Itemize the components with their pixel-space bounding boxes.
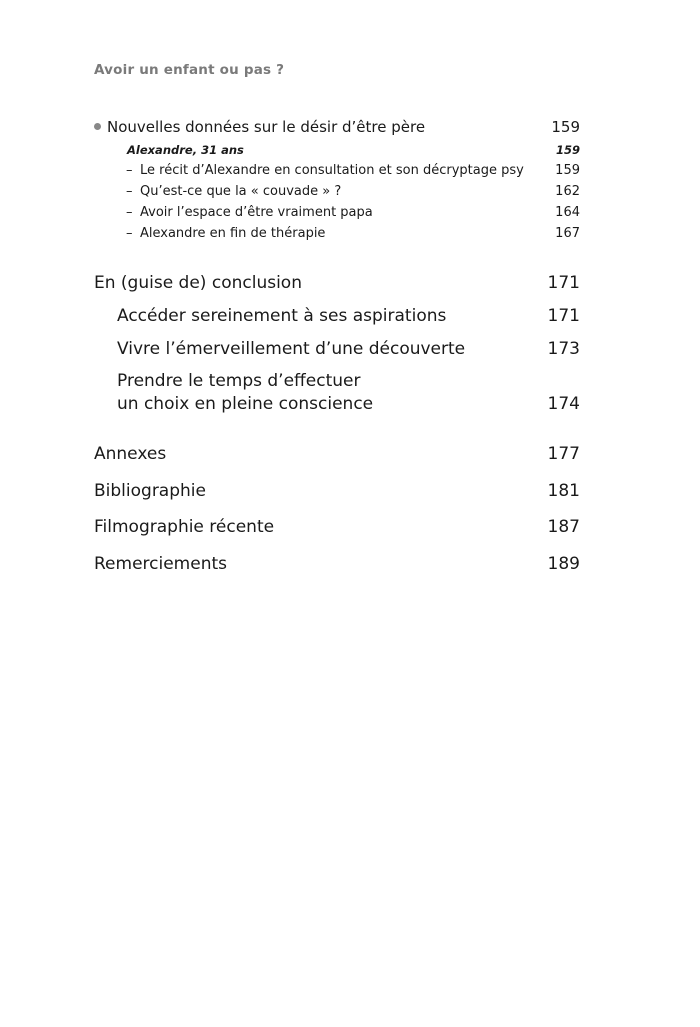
dash-marker: – xyxy=(126,184,133,199)
toc-page-number: 162 xyxy=(555,184,580,199)
toc-section-title-line1: Prendre le temps d’effectuer xyxy=(117,371,361,391)
toc-page-number: 189 xyxy=(547,554,580,574)
toc-page-number: 159 xyxy=(555,143,580,157)
toc-page-number: 171 xyxy=(547,273,580,293)
bullet-icon xyxy=(94,123,101,130)
toc-conclusion-section[interactable] xyxy=(94,306,580,326)
toc-page-number: 159 xyxy=(555,163,580,178)
toc-section-title: Accéder sereinement à ses aspirations xyxy=(117,306,447,326)
toc-subitem[interactable] xyxy=(94,184,580,199)
toc-chapter-filmographie[interactable] xyxy=(94,517,580,537)
toc-page-number: 177 xyxy=(547,444,580,464)
toc-chapter-title: Annexes xyxy=(94,444,167,464)
toc-conclusion-section[interactable] xyxy=(94,371,580,417)
toc-case-entry[interactable] xyxy=(94,143,580,157)
toc-subitem-title: Alexandre en fin de thérapie xyxy=(140,226,326,241)
toc-section-title: Nouvelles données sur le désir d’être père xyxy=(107,118,426,136)
toc-chapter-remerciements[interactable] xyxy=(94,554,580,574)
dash-marker: – xyxy=(126,163,133,178)
toc-chapter-title: En (guise de) conclusion xyxy=(94,273,302,293)
toc-page xyxy=(94,0,580,1027)
toc-page-number: 174 xyxy=(547,394,580,414)
toc-chapter-conclusion[interactable] xyxy=(94,273,580,293)
toc-chapter-annexes[interactable] xyxy=(94,444,580,464)
toc-chapter-bibliographie[interactable] xyxy=(94,481,580,501)
toc-section-title: Vivre l’émerveillement d’une découverte xyxy=(117,339,466,359)
toc-subitem[interactable] xyxy=(94,205,580,220)
toc-page-number: 171 xyxy=(547,306,580,326)
toc-page-number: 164 xyxy=(555,205,580,220)
toc-section-title-line2: un choix en pleine conscience xyxy=(117,394,374,414)
toc-subitem-title: Qu’est-ce que la « couvade » ? xyxy=(140,184,342,199)
dash-marker: – xyxy=(126,226,133,241)
toc-page-number: 159 xyxy=(551,118,580,136)
toc-subitem[interactable] xyxy=(94,226,580,241)
toc-section-entry[interactable] xyxy=(94,118,580,136)
toc-chapter-title: Remerciements xyxy=(94,554,227,574)
dash-marker: – xyxy=(126,205,133,220)
running-header: Avoir un enfant ou pas ? xyxy=(94,62,285,78)
toc-subitem-title: Avoir l’espace d’être vraiment papa xyxy=(140,205,373,220)
toc-subitem[interactable] xyxy=(94,163,580,178)
toc-page-number: 181 xyxy=(547,481,580,501)
toc-chapter-title: Bibliographie xyxy=(94,481,206,501)
toc-subitem-title: Le récit d’Alexandre en consultation et son décryptage psy xyxy=(140,163,524,178)
toc-case-title: Alexandre, 31 ans xyxy=(127,143,244,157)
toc-page-number: 187 xyxy=(547,517,580,537)
toc-page-number: 167 xyxy=(555,226,580,241)
toc-chapter-title: Filmographie récente xyxy=(94,517,275,537)
toc-page-number: 173 xyxy=(547,339,580,359)
toc-conclusion-section[interactable] xyxy=(94,339,580,359)
